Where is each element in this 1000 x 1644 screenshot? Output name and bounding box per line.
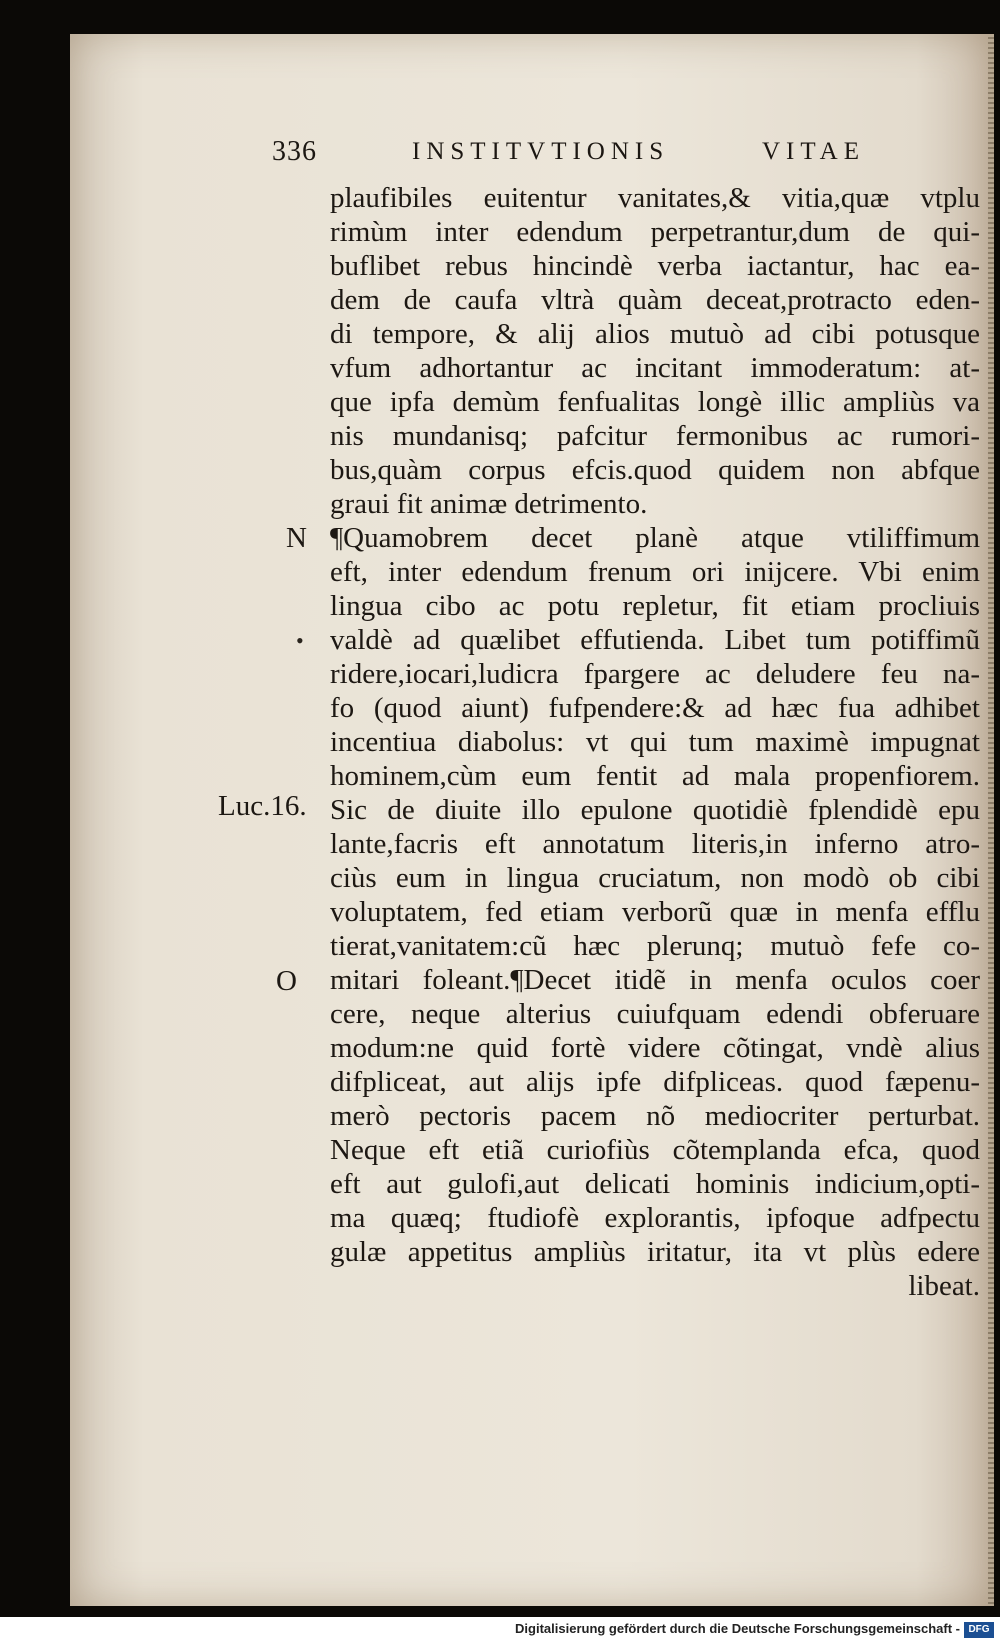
footer-credit: Digitalisierung gefördert durch die Deutsche Forschungsgemeinschaft -: [515, 1621, 960, 1636]
text-line: fo (quod aiunt) fufpendere:& ad hæc fua adhibet: [330, 692, 980, 724]
digitization-footer: [0, 1617, 1000, 1644]
text-line: di tempore, & alij alios mutuò ad cibi potusque: [330, 318, 980, 350]
text-line: dem de caufa vltrà quàm deceat,protracto eden-: [330, 284, 980, 316]
text-line: eft aut gulofi,aut delicati hominis indicium,opti-: [330, 1168, 980, 1200]
page-header: [70, 136, 990, 176]
text-line: que ipfa demùm fenfualitas longè illic ampliùs va: [330, 386, 980, 418]
text-line: mitari foleant.¶Decet itidẽ in menfa oculos coer: [330, 964, 980, 996]
text-line: voluptatem, fed etiam verborũ quæ in menfa efflu: [330, 896, 980, 928]
page-edge: [988, 34, 994, 1606]
page-number: 336: [272, 136, 317, 167]
text-line: ¶Quamobrem decet planè atque vtiliffimum: [330, 522, 980, 554]
text-line: cere, neque alterius cuiufquam edendi obferuare: [330, 998, 980, 1030]
text-line: difpliceat, aut alijs ipfe difpliceas. quod fæpenu-: [330, 1066, 980, 1098]
margin-note-o: O: [276, 965, 297, 997]
text-line: Sic de diuite illo epulone quotidiè fplendidè epu: [330, 794, 980, 826]
text-line: lante,facris eft annotatum literis,in inferno atro-: [330, 828, 980, 860]
text-line: modum:ne quid fortè videre cõtingat, vndè alius: [330, 1032, 980, 1064]
text-line: lingua cibo ac potu repletur, fit etiam procliuis: [330, 590, 980, 622]
text-line: graui fit animæ detrimento.: [330, 488, 648, 520]
margin-dot: •: [296, 628, 304, 653]
text-line: vfum adhortantur ac incitant immoderatum: at-: [330, 352, 980, 384]
text-line: nis mundanisq; pafcitur fermonibus ac rumori-: [330, 420, 980, 452]
text-line: merò pectoris pacem nõ mediocriter perturbat.: [330, 1100, 980, 1132]
text-line: bus,quàm corpus efcis.quod quidem non abfque: [330, 454, 980, 486]
text-line: gulæ appetitus ampliùs iritatur, ita vt plùs edere: [330, 1236, 980, 1268]
text-line: libeat.: [908, 1270, 980, 1302]
text-line: ciùs eum in lingua cruciatum, non modò ob cibi: [330, 862, 980, 894]
dfg-logo: DFG: [964, 1622, 994, 1638]
text-line: tierat,vanitatem:cũ hæc plerunq; mutuò fefe co-: [330, 930, 980, 962]
text-line: eft, inter edendum frenum ori inijcere. Vbi enim: [330, 556, 980, 588]
margin-note-n: N: [286, 522, 307, 554]
text-line: valdè ad quælibet effutienda. Libet tum potiffimũ: [330, 624, 980, 656]
text-line: rimùm inter edendum perpetrantur,dum de qui-: [330, 216, 980, 248]
running-title: INSTITVTIONIS: [412, 138, 670, 165]
text-line: plaufibiles euitentur vanitates,& vitia,quæ vtplu: [330, 182, 980, 214]
margin-note-luc: Luc.16.: [218, 790, 307, 822]
text-line: ma quæq; ftudiofè explorantis, ipfoque adfpectu: [330, 1202, 980, 1234]
text-line: buflibet rebus hincindè verba iactantur, hac ea-: [330, 250, 980, 282]
running-title-2: VITAE: [762, 138, 865, 165]
text-line: Neque eft etiã curiofiùs cõtemplanda efca, quod: [330, 1134, 980, 1166]
text-line: incentiua diabolus: vt qui tum maximè impugnat: [330, 726, 980, 758]
text-line: hominem,cùm eum fentit ad mala propenfiorem.: [330, 760, 980, 792]
text-line: ridere,iocari,ludicra fpargere ac deludere feu na-: [330, 658, 980, 690]
